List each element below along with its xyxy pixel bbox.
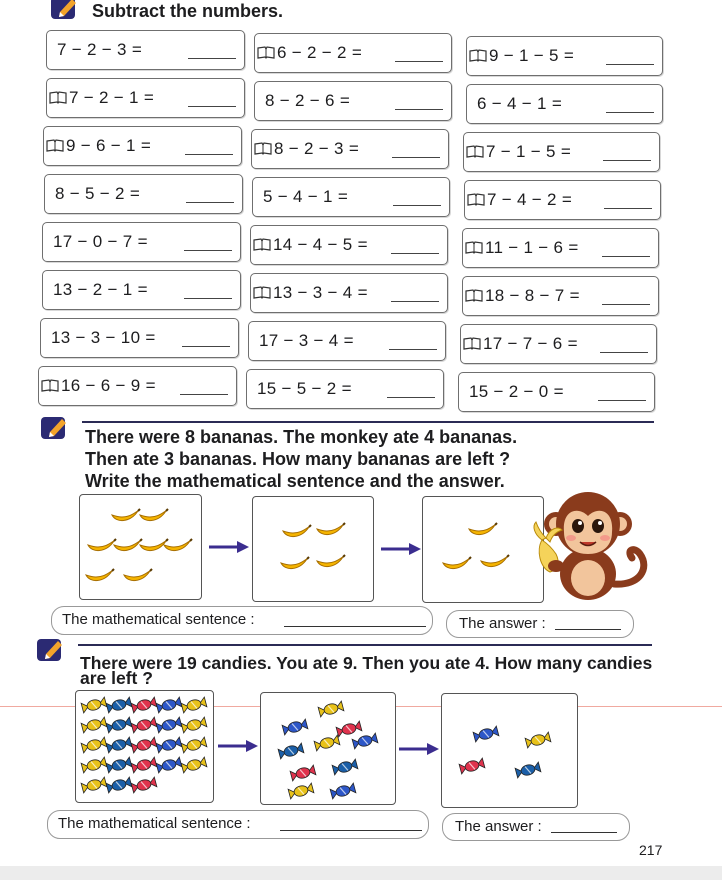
candy-answer-field[interactable] xyxy=(442,813,630,841)
banana-icon xyxy=(112,509,140,521)
answer-blank[interactable] xyxy=(184,249,232,251)
candy-question-line2: are left ? xyxy=(80,668,153,688)
banana-icon xyxy=(281,557,309,569)
candy-icon xyxy=(473,726,499,742)
banana-icon xyxy=(124,569,152,581)
problem-expression: 18 − 8 − 7 = xyxy=(485,286,580,305)
candy-panel-start xyxy=(75,690,214,803)
problem-expression: 13 − 2 − 1 = xyxy=(53,280,148,299)
answer-line[interactable] xyxy=(551,832,617,833)
candy-icon xyxy=(156,757,182,773)
book-icon xyxy=(467,193,485,206)
answer-blank[interactable] xyxy=(395,60,443,62)
answer-blank[interactable] xyxy=(186,201,234,203)
answer-blank[interactable] xyxy=(395,108,443,110)
candy-icon xyxy=(81,717,107,733)
problem-box xyxy=(248,321,446,361)
candy-icon xyxy=(131,777,157,793)
candy-icon xyxy=(336,721,362,737)
problem-box xyxy=(458,372,655,412)
book-icon xyxy=(46,139,64,152)
problem-expression: 7 − 1 − 5 = xyxy=(486,142,572,161)
candy-icon xyxy=(106,757,132,773)
problem-expression: 8 − 2 − 3 = xyxy=(274,139,360,158)
monkey-illustration xyxy=(528,488,658,606)
banana-panel-end xyxy=(422,496,544,603)
problem-expression: 15 − 5 − 2 = xyxy=(257,379,352,398)
arrow-icon xyxy=(397,742,441,756)
problem-box xyxy=(466,36,663,76)
banana-answer-field[interactable] xyxy=(446,610,634,638)
answer-blank[interactable] xyxy=(602,255,650,257)
candy-icon xyxy=(278,743,304,759)
book-icon xyxy=(253,238,271,251)
candy-panel-middle xyxy=(260,692,396,805)
banana-icon xyxy=(283,525,311,537)
answer-blank[interactable] xyxy=(391,252,439,254)
book-icon xyxy=(257,46,275,59)
problem-box xyxy=(462,276,659,316)
book-icon xyxy=(254,142,272,155)
candy-question-line1: There were 19 candies. You ate 9. Then you ate 4. How many candies xyxy=(80,653,653,673)
candy-icon xyxy=(81,777,107,793)
answer-blank[interactable] xyxy=(602,303,650,305)
answer-label: The answer : xyxy=(455,818,542,835)
candy-icon xyxy=(330,783,356,799)
banana-icon xyxy=(481,555,509,567)
book-icon xyxy=(465,241,483,254)
problem-box xyxy=(38,366,237,406)
problem-expression: 6 − 2 − 2 = xyxy=(277,43,363,62)
problem-box xyxy=(40,318,239,358)
banana-panel-start xyxy=(79,494,202,600)
banana-sentence-field[interactable] xyxy=(51,606,433,635)
answer-blank[interactable] xyxy=(387,396,435,398)
candy-icon xyxy=(332,759,358,775)
arrow-icon xyxy=(379,542,423,556)
answer-blank[interactable] xyxy=(604,207,652,209)
section-divider xyxy=(78,644,652,646)
problem-expression: 14 − 4 − 5 = xyxy=(273,235,368,254)
banana-icon xyxy=(140,509,168,521)
candy-icon xyxy=(314,735,340,751)
banana-question-line3: Write the mathematical sentence and the answer. xyxy=(85,471,505,491)
problem-box xyxy=(462,228,659,268)
problem-box xyxy=(246,369,444,409)
candy-icon xyxy=(181,717,207,733)
answer-blank[interactable] xyxy=(393,204,441,206)
problem-expression: 8 − 5 − 2 = xyxy=(55,184,141,203)
problem-expression: 15 − 2 − 0 = xyxy=(469,382,564,401)
candy-icon xyxy=(106,717,132,733)
candy-icon xyxy=(81,757,107,773)
answer-blank[interactable] xyxy=(603,159,651,161)
candy-icon xyxy=(106,777,132,793)
problem-expression: 13 − 3 − 10 = xyxy=(51,328,156,347)
candy-icon xyxy=(106,697,132,713)
answer-blank[interactable] xyxy=(391,300,439,302)
answer-blank[interactable] xyxy=(185,153,233,155)
problem-expression: 9 − 1 − 5 = xyxy=(489,46,575,65)
candy-icon xyxy=(106,737,132,753)
problem-expression: 11 − 1 − 6 = xyxy=(485,238,579,257)
candy-icon xyxy=(515,762,541,778)
candy-icon xyxy=(181,737,207,753)
candy-icon xyxy=(131,757,157,773)
banana-question-line2: Then ate 3 bananas. How many bananas are left ? xyxy=(85,449,511,469)
answer-blank[interactable] xyxy=(606,111,654,113)
pencil-icon xyxy=(40,414,70,442)
problem-box xyxy=(46,30,245,70)
candy-icon xyxy=(290,765,316,781)
banana-question-line1: There were 8 bananas. The monkey ate 4 bananas. xyxy=(85,427,518,447)
problem-expression: 6 − 4 − 1 = xyxy=(477,94,563,113)
problem-box xyxy=(463,132,660,172)
answer-blank[interactable] xyxy=(184,297,232,299)
page-number: 217 xyxy=(639,842,663,858)
candy-icon xyxy=(352,733,378,749)
candy-icon xyxy=(282,719,308,735)
sentence-label: The mathematical sentence : xyxy=(58,815,251,832)
answer-blank[interactable] xyxy=(389,348,437,350)
candy-icon xyxy=(318,701,344,717)
candy-icon xyxy=(156,737,182,753)
candy-icon xyxy=(181,697,207,713)
problem-box xyxy=(46,78,245,118)
problem-box xyxy=(42,270,241,310)
problem-box xyxy=(42,222,241,262)
problem-expression: 9 − 6 − 1 = xyxy=(66,136,152,155)
candy-icon xyxy=(525,732,551,748)
answer-blank[interactable] xyxy=(606,63,654,65)
book-icon xyxy=(469,49,487,62)
answer-blank[interactable] xyxy=(392,156,440,158)
problem-box xyxy=(43,126,242,166)
answer-blank[interactable] xyxy=(598,399,646,401)
candy-icon xyxy=(459,758,485,774)
answer-line[interactable] xyxy=(555,629,621,630)
section1-title: Subtract the numbers. xyxy=(92,1,284,21)
candy-icon xyxy=(156,717,182,733)
problem-box xyxy=(460,324,657,364)
book-icon xyxy=(465,289,483,302)
candy-icon xyxy=(81,697,107,713)
problem-expression: 8 − 2 − 6 = xyxy=(265,91,351,110)
pencil-icon xyxy=(50,0,80,22)
candy-icon xyxy=(288,783,314,799)
answer-blank[interactable] xyxy=(188,105,236,107)
banana-icon xyxy=(164,539,192,551)
problem-box xyxy=(250,273,448,313)
candy-icon xyxy=(131,697,157,713)
problem-expression: 13 − 3 − 4 = xyxy=(273,283,368,302)
book-icon xyxy=(463,337,481,350)
banana-icon xyxy=(114,539,142,551)
problem-expression: 5 − 4 − 1 = xyxy=(263,187,349,206)
answer-blank[interactable] xyxy=(600,351,648,353)
problem-box xyxy=(466,84,663,124)
book-icon xyxy=(253,286,271,299)
problem-box xyxy=(250,225,448,265)
banana-panel-middle xyxy=(252,496,374,602)
problem-box xyxy=(252,177,450,217)
banana-icon xyxy=(317,523,345,535)
candy-icon xyxy=(181,757,207,773)
book-icon xyxy=(49,91,67,104)
problem-box xyxy=(464,180,661,220)
candy-sentence-field[interactable] xyxy=(47,810,429,839)
answer-label: The answer : xyxy=(459,615,546,632)
problem-expression: 16 − 6 − 9 = xyxy=(61,376,156,395)
problem-box xyxy=(44,174,243,214)
problem-box xyxy=(251,129,449,169)
bottom-strip xyxy=(0,866,722,880)
problem-box xyxy=(254,81,452,121)
sentence-answer-line[interactable] xyxy=(284,626,426,627)
problem-expression: 17 − 0 − 7 = xyxy=(53,232,148,251)
answer-blank[interactable] xyxy=(180,393,228,395)
problem-box xyxy=(254,33,452,73)
candy-icon xyxy=(156,697,182,713)
candy-icon xyxy=(131,737,157,753)
banana-icon xyxy=(469,523,497,535)
pencil-icon xyxy=(36,636,66,664)
answer-blank[interactable] xyxy=(182,345,230,347)
section-divider xyxy=(82,421,654,423)
book-icon xyxy=(41,379,59,392)
arrow-icon xyxy=(207,540,251,554)
candy-panel-end xyxy=(441,693,578,808)
candy-icon xyxy=(131,717,157,733)
banana-icon xyxy=(86,569,114,581)
problem-expression: 17 − 3 − 4 = xyxy=(259,331,354,350)
sentence-answer-line[interactable] xyxy=(280,830,422,831)
book-icon xyxy=(466,145,484,158)
problem-expression: 7 − 2 − 3 = xyxy=(57,40,143,59)
banana-icon xyxy=(317,555,345,567)
banana-icon xyxy=(88,539,116,551)
arrow-icon xyxy=(216,739,260,753)
answer-blank[interactable] xyxy=(188,57,236,59)
sentence-label: The mathematical sentence : xyxy=(62,611,255,628)
candy-icon xyxy=(81,737,107,753)
problem-expression: 7 − 4 − 2 = xyxy=(487,190,573,209)
banana-icon xyxy=(443,557,471,569)
problem-expression: 17 − 7 − 6 = xyxy=(483,334,578,353)
problem-expression: 7 − 2 − 1 = xyxy=(69,88,155,107)
